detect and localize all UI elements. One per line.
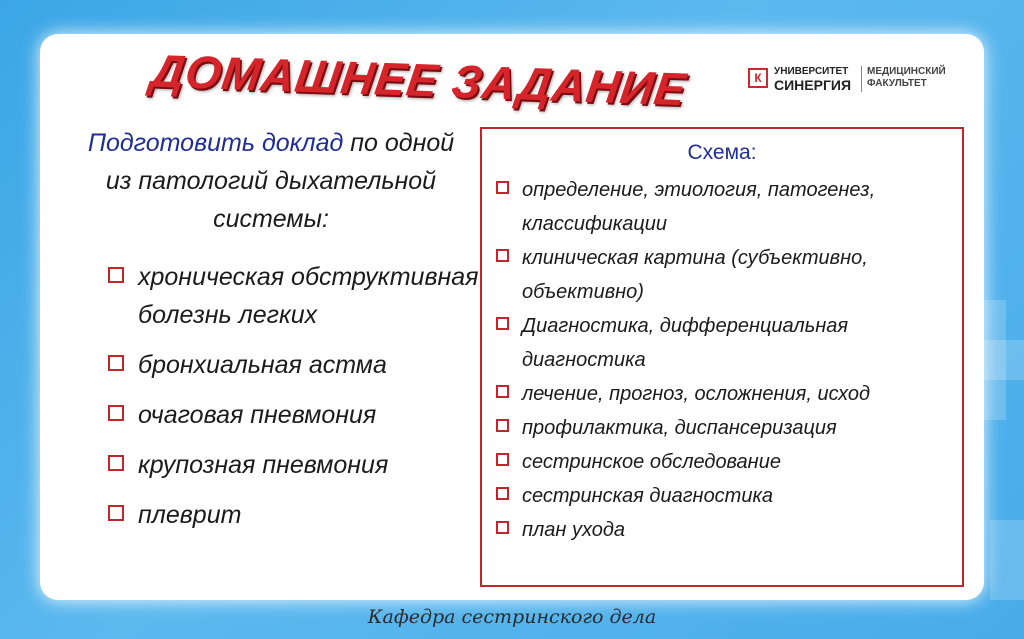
disease-label: очаговая пневмония [138,401,377,429]
disease-label: хроническая обструктивная болезнь легких [138,263,479,329]
list-item [494,479,954,513]
logo-name-label: СИНЕРГИЯ [774,77,852,93]
scheme-item-label: Диагностика, дифференциальная диагностика [522,315,849,371]
scheme-title: Схема: [687,141,757,164]
checkbox-bullet-icon [108,355,124,371]
scheme-item-label: определение, этиология, патогенез, классификации [522,179,876,235]
checkbox-bullet-icon [496,487,509,500]
scheme-item-label: профилактика, диспансеризация [522,417,837,439]
list-item [104,346,484,384]
task-lead: Подготовить доклад [87,129,344,157]
checkbox-bullet-icon [496,453,509,466]
scheme-item-label: план ухода [522,519,626,541]
checkbox-bullet-icon [108,505,124,521]
disease-list [104,258,484,546]
list-item [494,173,954,241]
disease-label: плеврит [138,501,242,529]
list-item [494,445,954,479]
list-item [494,309,954,377]
checkbox-bullet-icon [496,181,509,194]
list-item [494,241,954,309]
scheme-item-label: сестринское обследование [522,451,781,473]
logo-mark-icon: К [748,68,768,88]
logo-faculty-line1: МЕДИЦИНСКИЙ [867,66,946,77]
logo-faculty-line2: ФАКУЛЬТЕТ [867,78,927,89]
list-item [494,377,954,411]
page-title: ДОМАШНЕЕ ЗАДАНИЕ [147,44,690,116]
scheme-item-label: клиническая картина (субъективно, объективно) [522,247,868,303]
background-decor [990,520,1024,600]
checkbox-bullet-icon [108,267,124,283]
scheme-list [494,173,954,547]
checkbox-bullet-icon [496,385,509,398]
checkbox-bullet-icon [496,419,509,432]
checkbox-bullet-icon [108,455,124,471]
scheme-item-label: лечение, прогноз, осложнения, исход [522,383,871,405]
list-item [104,496,484,534]
logo-divider [861,66,862,92]
scheme-box [480,127,964,587]
task-intro [76,124,466,238]
checkbox-bullet-icon [496,521,509,534]
list-item [104,396,484,434]
checkbox-bullet-icon [496,249,509,262]
list-item [104,446,484,484]
logo-university-label: УНИВЕРСИТЕТ [774,66,849,77]
list-item [494,513,954,547]
task-rest: по одной из патологий дыхательной системы: [105,129,455,233]
university-logo [744,64,964,98]
list-item [494,411,954,445]
list-item [104,258,484,334]
disease-label: крупозная пневмония [138,451,389,479]
checkbox-bullet-icon [496,317,509,330]
scheme-item-label: сестринская диагностика [522,485,774,507]
checkbox-bullet-icon [108,405,124,421]
department-footer: Кафедра сестринского дела [367,606,657,628]
disease-label: бронхиальная астма [138,351,387,379]
